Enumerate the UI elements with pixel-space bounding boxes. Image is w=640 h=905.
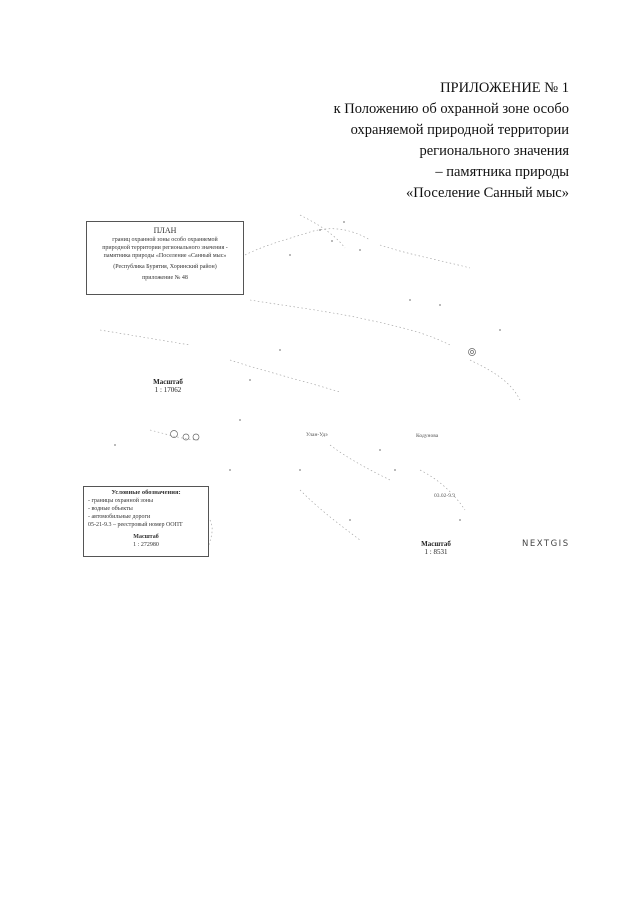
plan-region: (Республика Бурятия, Хоринский район) [113, 264, 217, 270]
header-line-3: охраняемой природной территории [350, 122, 569, 138]
map-label-code: 03.02-9.3 [434, 493, 456, 499]
header-line-2: к Положению об охранной зоне особо [333, 101, 569, 117]
plan-line-1: границ охранной зоны особо охраняемой [112, 237, 218, 243]
nextgis-logo: NEXTGIS [522, 539, 570, 549]
legend-box [83, 486, 209, 557]
legend-scale-label: Масштаб [133, 534, 159, 540]
legend-item-roads: - автомобильные дороги [88, 514, 151, 520]
main-scale-value: 1 : 17062 [154, 386, 182, 394]
plan-line-3: памятника природы «Поселение «Санный мыс» [103, 253, 227, 259]
header-line-1: ПРИЛОЖЕНИЕ № 1 [440, 80, 569, 96]
legend-item-boundary: - границы охранной зоны [88, 498, 154, 504]
plan-appendix: приложение № 48 [142, 275, 188, 281]
plan-title-box [86, 221, 244, 295]
plan-title: ПЛАН [153, 226, 177, 235]
header-line-6: «Поселение Санный мыс» [406, 185, 569, 201]
main-map-scale [140, 378, 196, 394]
legend-scale [84, 533, 208, 549]
inset-map-scale [410, 540, 462, 556]
legend-title: Условные обозначения: [111, 489, 181, 496]
legend-scale-value: 1 : 272980 [133, 542, 159, 548]
map-label-place: Улан-Удэ [306, 432, 328, 438]
legend-item-registry: 05-21-9.3 – реестровый номер ООПТ [88, 522, 183, 528]
main-scale-label: Масштаб [153, 378, 183, 386]
inset-scale-value: 1 : 8531 [424, 548, 448, 556]
inset-scale-label: Масштаб [421, 540, 451, 548]
header-line-4: регионального значения [419, 143, 569, 159]
header-line-5: – памятника природы [435, 164, 569, 180]
plan-line-2: природной территории регионального значения - [102, 245, 228, 251]
legend-item-water: - водные объекты [88, 506, 133, 512]
map-label-village: Кодунова [416, 433, 439, 439]
